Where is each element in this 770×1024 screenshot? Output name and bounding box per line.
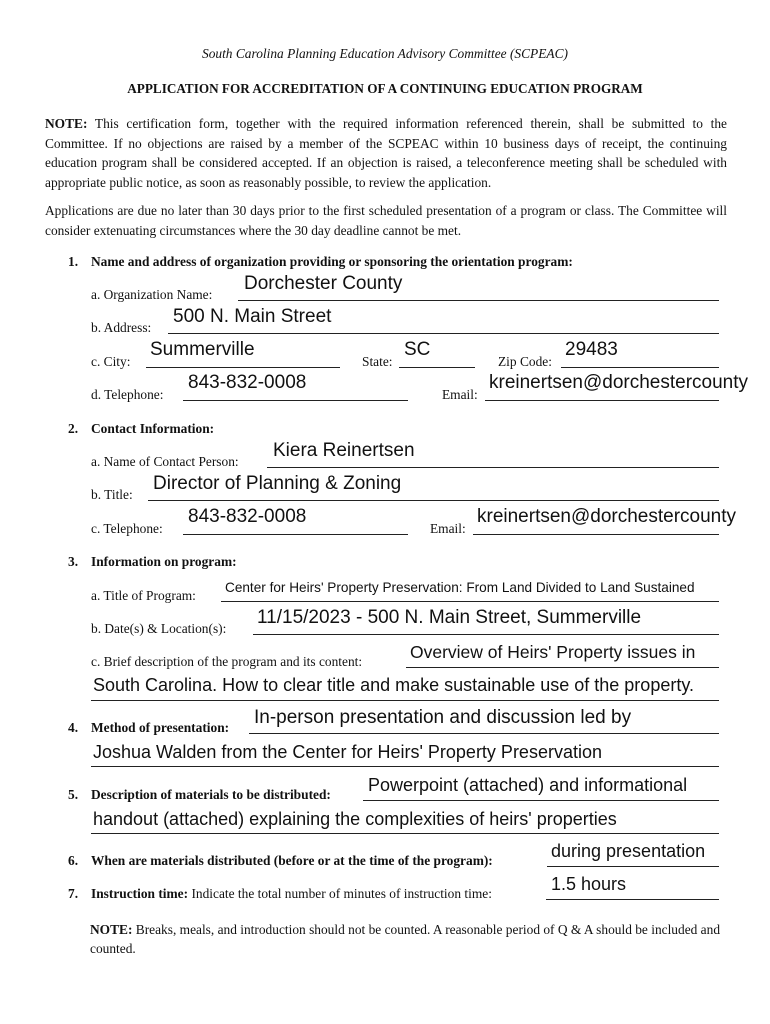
note-label: NOTE:	[45, 116, 88, 131]
email-label: Email:	[442, 387, 478, 402]
description-line-1	[406, 667, 719, 668]
description-field-1[interactable]: Overview of Heirs' Property issues in	[410, 642, 696, 662]
section-7-number: 7.	[68, 886, 79, 901]
section-1-number: 1.	[68, 254, 79, 269]
contact-email-label: Email:	[430, 521, 466, 536]
section-3-number: 3.	[68, 554, 79, 569]
deadline-paragraph: Applications are due no later than 30 days prior to the first scheduled presentation of a program or class. The Committee will consider extenuating circumstances where the 30 day deadline cannot be met.	[45, 203, 727, 238]
description-label: c. Brief description of the program and its content:	[91, 654, 363, 669]
instruction-time-field[interactable]: 1.5 hours	[551, 874, 627, 894]
contact-name-label: a. Name of Contact Person:	[91, 454, 239, 469]
address-field[interactable]: 500 N. Main Street	[173, 306, 332, 327]
form-title: APPLICATION FOR ACCREDITATION OF A CONTINUING EDUCATION PROGRAM	[127, 81, 643, 96]
contact-name-line	[267, 467, 719, 468]
city-label: c. City:	[91, 354, 131, 369]
section-5-heading: Description of materials to be distributed:	[91, 787, 331, 802]
dates-field[interactable]: 11/15/2023 - 500 N. Main Street, Summerville	[257, 607, 642, 628]
city-field[interactable]: Summerville	[150, 339, 255, 360]
instruction-time-line	[546, 899, 719, 900]
org-name-line	[238, 300, 719, 301]
email-line	[485, 400, 719, 401]
contact-title-label: b. Title:	[91, 487, 133, 502]
address-label: b. Address:	[91, 320, 152, 335]
state-label: State:	[362, 354, 393, 369]
note-paragraph	[45, 114, 727, 192]
contact-phone-field[interactable]: 843-832-0008	[188, 506, 307, 527]
description-line-2	[91, 700, 719, 701]
phone-label: d. Telephone:	[91, 387, 164, 402]
section-2-number: 2.	[68, 421, 79, 436]
program-title-line	[221, 601, 719, 602]
email-field[interactable]: kreinertsen@dorchestercounty	[489, 372, 749, 393]
dates-label: b. Date(s) & Location(s):	[91, 621, 227, 636]
phone-field[interactable]: 843-832-0008	[188, 372, 307, 393]
section-4-heading: Method of presentation:	[91, 720, 230, 735]
org-name-label: a. Organization Name:	[91, 287, 213, 302]
note-text: This certification form, together with the required information referenced therein, shall be submitted to the Committee. If no objections are raised by a member of the SCPEAC within 10 business days of receipt, the continuing education program shall be considered accepted. If an objection is raised, a teleconference meeting shall be scheduled with appropriate public notice, as soon as reasonably possible, to review the application.	[45, 116, 727, 190]
committee-name: South Carolina Planning Education Advisory Committee (SCPEAC)	[202, 46, 568, 61]
section-7-text: Indicate the total number of minutes of instruction time:	[191, 886, 492, 901]
state-field[interactable]: SC	[404, 339, 431, 360]
presentation-field-2[interactable]: Joshua Walden from the Center for Heirs' Property Preservation	[93, 742, 602, 762]
state-line	[399, 367, 475, 368]
contact-title-line	[148, 500, 719, 501]
description-field-2[interactable]: South Carolina. How to clear title and make sustainable use of the property.	[93, 675, 694, 695]
contact-email-line	[473, 534, 719, 535]
program-title-field[interactable]: Center for Heirs' Property Preservation: From Land Divided to Land Sustained	[225, 580, 695, 595]
section-7-heading: Instruction time:	[91, 886, 189, 901]
section-6-number: 6.	[68, 853, 79, 868]
address-line	[168, 333, 719, 334]
dates-line	[253, 634, 719, 635]
section-5-number: 5.	[68, 787, 79, 802]
contact-name-field[interactable]: Kiera Reinertsen	[273, 440, 415, 461]
org-name-field[interactable]: Dorchester County	[244, 273, 403, 294]
city-line	[146, 367, 340, 368]
zip-line	[561, 367, 719, 368]
distribution-field[interactable]: during presentation	[551, 841, 706, 861]
section-2-heading: Contact Information:	[91, 421, 215, 436]
contact-phone-line	[183, 534, 408, 535]
presentation-line-2	[91, 766, 719, 767]
note-2-paragraph	[90, 920, 726, 958]
materials-line-2	[91, 833, 719, 834]
materials-field-2[interactable]: handout (attached) explaining the complexities of heirs' properties	[93, 809, 617, 829]
materials-field-1[interactable]: Powerpoint (attached) and informational	[368, 775, 688, 795]
program-title-label: a. Title of Program:	[91, 588, 196, 603]
zip-label: Zip Code:	[498, 354, 552, 369]
distribution-line	[547, 866, 719, 867]
section-7-heading-line	[91, 886, 492, 902]
section-3-heading: Information on program:	[91, 554, 237, 569]
note-2-text: Breaks, meals, and introduction should not be counted. A reasonable period of Q & A should be included and counted.	[90, 922, 721, 956]
materials-line-1	[363, 800, 719, 801]
note-2-label: NOTE:	[90, 922, 133, 937]
phone-line	[183, 400, 408, 401]
contact-phone-label: c. Telephone:	[91, 521, 163, 536]
zip-field[interactable]: 29483	[565, 339, 618, 360]
contact-title-field[interactable]: Director of Planning & Zoning	[153, 473, 402, 494]
section-6-heading: When are materials distributed (before or at the time of the program):	[91, 853, 493, 868]
presentation-field-1[interactable]: In-person presentation and discussion led by	[254, 707, 632, 728]
contact-email-field[interactable]: kreinertsen@dorchestercounty	[477, 506, 737, 527]
presentation-line-1	[249, 733, 719, 734]
section-1-heading: Name and address of organization providing or sponsoring the orientation program:	[91, 254, 573, 269]
section-4-number: 4.	[68, 720, 79, 735]
